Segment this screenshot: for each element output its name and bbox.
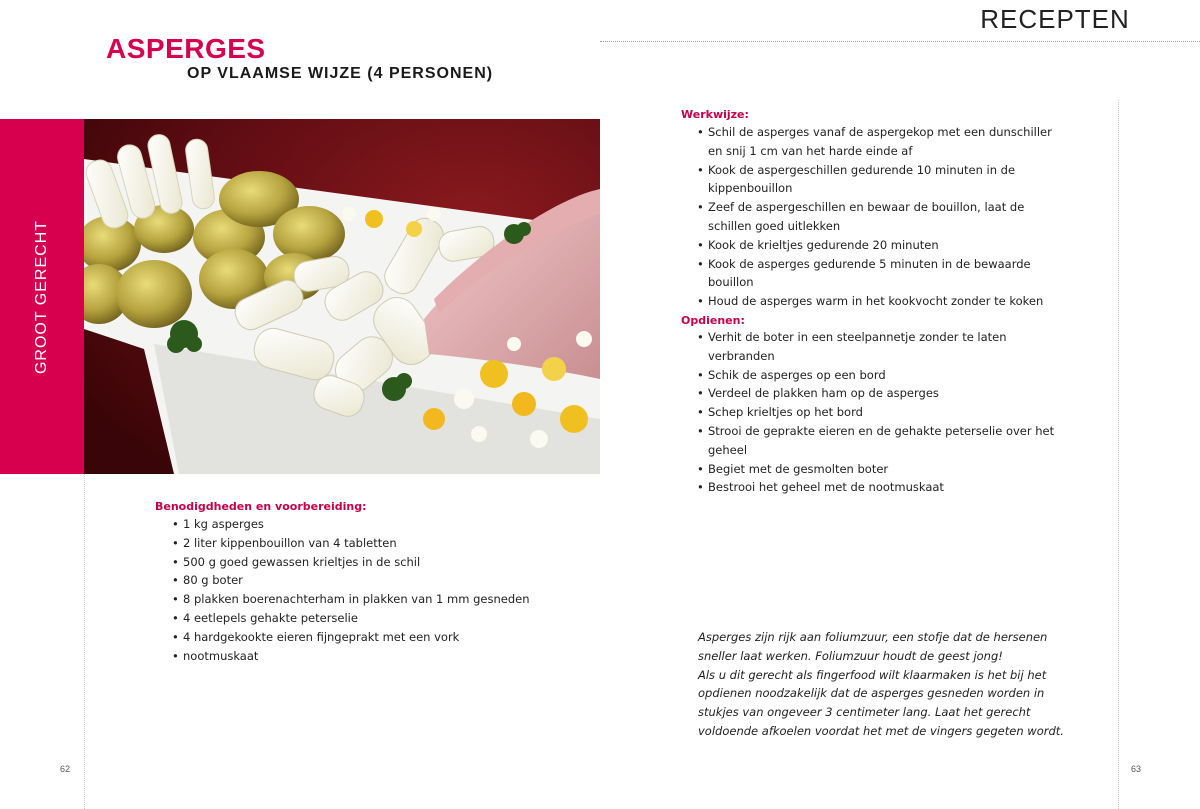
ingredients-heading: Benodigdheden en voorbereiding: <box>155 500 367 513</box>
list-item: • Kook de aspergeschillen gedurende 10 minuten in de kippenbouillon <box>697 161 1067 199</box>
category-label: GROOT GERECHT <box>33 219 50 375</box>
category-band <box>0 119 84 474</box>
list-item: • Schep krieltjes op het bord <box>697 403 1067 422</box>
list-item: • Kook de asperges gedurende 5 minuten in de bewaarde bouillon <box>697 255 1067 293</box>
header-divider <box>600 41 1200 42</box>
serving-list <box>697 328 1067 497</box>
right-margin-guide <box>1118 100 1119 809</box>
list-item: • nootmuskaat <box>172 647 592 666</box>
method-list <box>697 123 1067 311</box>
tip-note <box>698 628 1078 741</box>
list-item: • 4 eetlepels gehakte peterselie <box>172 609 592 628</box>
list-item: • 80 g boter <box>172 571 592 590</box>
list-item: • 1 kg asperges <box>172 515 592 534</box>
list-item: • Zeef de aspergeschillen en bewaar de bouillon, laat de schillen goed uitlekken <box>697 198 1067 236</box>
list-item: • Kook de krieltjes gedurende 20 minuten <box>697 236 1067 255</box>
list-item: • Bestrooi het geheel met de nootmuskaat <box>697 478 1067 497</box>
list-item: • Strooi de geprakte eieren en de gehakte peterselie over het geheel <box>697 422 1067 460</box>
method-heading: Werkwijze: <box>681 108 749 121</box>
list-item: • Verdeel de plakken ham op de asperges <box>697 384 1067 403</box>
list-item: • Houd de asperges warm in het kookvocht zonder te koken <box>697 292 1067 311</box>
recipe-title: ASPERGES <box>106 33 266 64</box>
serving-heading: Opdienen: <box>681 314 745 327</box>
list-item: • Verhit de boter in een steelpannetje zonder te laten verbranden <box>697 328 1067 366</box>
section-title: RECEPTEN <box>980 4 1130 34</box>
list-item: • 500 g goed gewassen krieltjes in de schil <box>172 553 592 572</box>
list-item: • Schil de asperges vanaf de aspergekop met een dunschiller en snij 1 cm van het harde einde af <box>697 123 1067 161</box>
tip-paragraph: Als u dit gerecht als fingerfood wilt klaarmaken is het bij het opdienen noodzakelijk dat de asperges gesneden worden in stukjes van ongeveer 3 centimeter lang. Laat het gerecht voldoende afkoelen voordat het met de vingers gegeten wordt. <box>698 667 1064 738</box>
list-item: • 2 liter kippenbouillon van 4 tabletten <box>172 534 592 553</box>
page-number-left: 62 <box>60 764 71 774</box>
left-margin-guide <box>84 474 85 809</box>
tip-paragraph: Asperges zijn rijk aan foliumzuur, een stofje dat de hersenen sneller laat werken. Foliumzuur houdt de geest jong! <box>698 630 1048 663</box>
ingredients-list <box>172 515 592 665</box>
recipe-photo <box>84 119 600 474</box>
list-item: • Begiet met de gesmolten boter <box>697 460 1067 479</box>
list-item: • Schik de asperges op een bord <box>697 366 1067 385</box>
recipe-subtitle: OP VLAAMSE WIJZE (4 PERSONEN) <box>187 65 494 82</box>
list-item: • 8 plakken boerenachterham in plakken van 1 mm gesneden <box>172 590 592 609</box>
page-number-right: 63 <box>1131 764 1142 774</box>
list-item: • 4 hardgekookte eieren fijngeprakt met een vork <box>172 628 592 647</box>
